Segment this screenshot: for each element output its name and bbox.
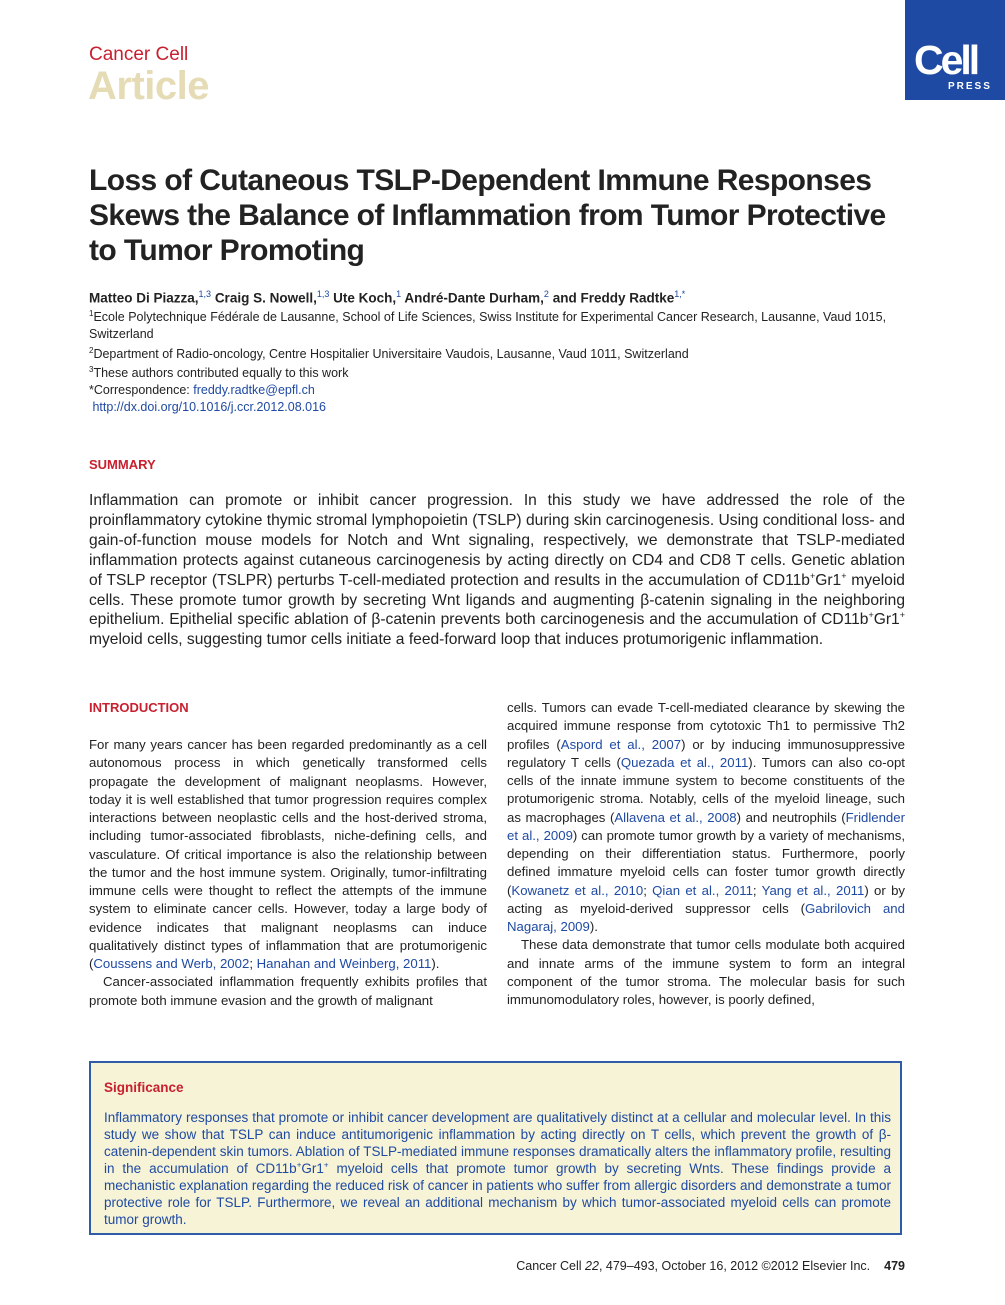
author-name: Craig S. Nowell, xyxy=(214,290,317,306)
citation-separator: ; xyxy=(752,882,762,898)
intro-paragraph-3: These data demonstrate that tumor cells modulate both acquired and innate arms of the immune system to form an integral component of the tumor stroma. The molecular basis for such immunomodulatory roles, however, is poorly defined, xyxy=(507,937,905,1007)
significance-segment: Inflammatory responses that promote or inhibit cancer development are qualitatively distinct at a cellular and molecular level. In this study we show that TSLP can induce antitumorigenic inflammation by acting directly on T cells, which prevent the growth of β-catenin-dependent skin tumors. Ablation of TSLP-mediated immune responses dramatically alters the inflammatory profile, resulting in the accumulation of CD11b xyxy=(104,1110,891,1176)
superscript: + xyxy=(323,1160,329,1170)
footer-volume: 22 xyxy=(585,1259,599,1273)
citation-link[interactable]: Quezada et al., 2011 xyxy=(620,754,749,770)
correspondence xyxy=(89,382,889,399)
citation-link[interactable]: Yang et al., 2011 xyxy=(761,882,865,898)
logo-sub-text: PRESS xyxy=(948,81,992,92)
introduction-heading: INTRODUCTION xyxy=(89,700,189,715)
affiliation-mark: 3 xyxy=(89,365,94,375)
paragraph-text: For many years cancer has been regarded predominantly as a cell autonomous process in which genetically transformed cells propagate the development of malignant neoplasms. However, today it is well established that tumor progression requires complex interactions between neoplastic cells and the host-derived stroma, including tumor-associated fibroblasts, niche-defining cells, and vasculature. Of critical importance is also the relationship between the tumor and the host immune system. Originally, tumor-infiltrating immune cells were thought to reflect the attempts of the immune system to eliminate cancer cells. However, today a large body of evidence indicates that malignant neoplasms can induce qualitatively distinct types of inflammation that are protumorigenic ( xyxy=(89,737,487,971)
author-list xyxy=(89,289,685,306)
correspondence-email-link[interactable]: freddy.radtke@epfl.ch xyxy=(193,383,315,398)
doi-line xyxy=(89,399,889,416)
superscript: + xyxy=(841,570,847,581)
paragraph-text: ) or by inducing immunosuppressive regulatory T cells ( xyxy=(507,736,905,770)
summary-segment: myeloid cells. These promote tumor growth by secreting Wnt ligands and augmenting β-catenin signaling in the neighboring epithelium. Epithelial specific ablation of β-catenin prevents both carcinogenesis and the accumulation of CD11b xyxy=(89,571,905,629)
article-type: Article xyxy=(88,64,209,108)
journal-name: Cancer Cell xyxy=(89,44,189,65)
citation-link[interactable]: Coussens and Werb, 2002 xyxy=(93,956,250,971)
paragraph-text: ) can promote tumor growth by a variety of mechanisms, depending on their differentiation status. Furthermore, poorly defined immature myeloid cells can foster tumor growth directly ( xyxy=(507,827,905,898)
summary-text xyxy=(89,491,905,650)
author-name: and Freddy Radtke xyxy=(552,290,675,306)
superscript: + xyxy=(296,1160,302,1170)
summary-segment: Inflammation can promote or inhibit cancer progression. In this study we have addressed the role of the proinflammatory cytokine thymic stromal lymphopoietin (TSLP) during skin carcinogenesis. Using conditional loss- and gain-of-function mouse models for Notch and Wnt signaling, respectively, we demonstrate that TSLP-mediated inflammation protects against cutaneous carcinogenesis by acting directly on CD4 and CD8 T cells. Genetic ablation of TSLP receptor (TSLPR) perturbs T-cell-mediated protection and results in the accumulation of CD11b xyxy=(89,492,905,589)
affiliation-text: These authors contributed equally to this work xyxy=(93,366,349,381)
affiliation-mark: 2 xyxy=(89,345,94,355)
page-footer xyxy=(516,1259,905,1273)
author-name: André-Dante Durham, xyxy=(404,290,544,306)
author-affiliation-mark: 1,3 xyxy=(316,289,330,299)
citation-link[interactable]: Aspord et al., 2007 xyxy=(560,736,682,752)
citation-separator: ; xyxy=(643,882,653,898)
footer-citation: , 479–493, October 16, 2012 ©2012 Elsevier Inc. xyxy=(598,1259,871,1273)
logo-main-text: Cell xyxy=(914,37,978,83)
article-title: Loss of Cutaneous TSLP-Dependent Immune Responses Skews the Balance of Inflammation from Tumor Protective to Tumor Promoting xyxy=(89,164,886,267)
affiliations xyxy=(89,306,889,416)
summary-segment: Gr1 xyxy=(873,611,900,629)
affiliation-2 xyxy=(89,343,889,363)
intro-paragraph-2-continued xyxy=(507,699,905,936)
citation-link[interactable]: Gabrilovich and Nagaraj, 2009 xyxy=(507,900,905,934)
citation-link[interactable]: Allavena et al., 2008 xyxy=(614,809,737,825)
citation-link[interactable]: Kowanetz et al., 2010 xyxy=(511,882,644,898)
citation-link[interactable]: Fridlender et al., 2009 xyxy=(507,809,905,843)
superscript: + xyxy=(809,570,816,581)
summary-segment: myeloid cells, suggesting tumor cells initiate a feed-forward loop that induces protumorigenic inflammation. xyxy=(89,631,824,649)
author-affiliation-mark: 1,* xyxy=(674,289,686,299)
affiliation-text: Department of Radio-oncology, Centre Hospitalier Universitaire Vaudois, Lausanne, Vaud 1011, Switzerland xyxy=(93,346,689,361)
left-column xyxy=(89,736,487,1010)
significance-text xyxy=(104,1109,891,1228)
paragraph-text: ). xyxy=(431,956,440,971)
summary-segment: Gr1 xyxy=(815,571,842,589)
summary-heading: SUMMARY xyxy=(89,457,156,472)
citation-separator: ; xyxy=(249,956,257,971)
paragraph-text: ) and neutrophils ( xyxy=(736,809,846,825)
superscript: + xyxy=(868,610,874,621)
citation-link[interactable]: Hanahan and Weinberg, 2011 xyxy=(256,956,432,971)
doi-link[interactable]: http://dx.doi.org/10.1016/j.ccr.2012.08.016 xyxy=(92,399,326,414)
significance-segment: Gr1 xyxy=(301,1161,324,1176)
affiliation-1 xyxy=(89,306,889,343)
paragraph-text: cells. Tumors can evade T-cell-mediated clearance by skewing the acquired immune response from cytotoxic Th1 to permissive Th2 profiles ( xyxy=(507,700,905,752)
significance-segment: myeloid cells that promote tumor growth by secreting Wnts. These findings provide a mechanistic explanation regarding the reduced risk of cancer in patients who suffer from allergic disorders and demonstrate a tumor protective role for TSLP. Furthermore, we reveal an additional mechanism by which tumor-associated myeloid cells can promote tumor growth. xyxy=(104,1161,891,1227)
paragraph-text: ). Tumors can also co-opt cells of the innate immune system to become constituents of the protumorigenic stroma. Notably, cells of the myeloid lineage, such as macrophages ( xyxy=(507,754,905,825)
page-number: 479 xyxy=(884,1259,905,1273)
citation-link[interactable]: Qian et al., 2011 xyxy=(652,882,753,898)
significance-heading: Significance xyxy=(104,1080,184,1095)
author-affiliation-mark: 1 xyxy=(396,289,402,299)
superscript: + xyxy=(899,610,905,621)
paragraph-text: ) or by acting as myeloid-derived suppressor cells ( xyxy=(507,882,906,916)
affiliation-mark: 1 xyxy=(89,309,94,318)
paragraph-text: ). xyxy=(589,919,598,934)
author-affiliation-mark: 2 xyxy=(543,289,549,299)
correspondence-label: *Correspondence: xyxy=(89,383,194,398)
right-column xyxy=(507,699,905,1009)
affiliation-text: Ecole Polytechnique Fédérale de Lausanne, School of Life Sciences, Swiss Institute for Experimental Cancer Research, Lausanne, Vaud 1015, Switzerland xyxy=(89,310,887,341)
cell-press-logo xyxy=(905,0,1005,100)
intro-paragraph-2: Cancer-associated inflammation frequently exhibits profiles that promote both immune evasion and the growth of malignant xyxy=(89,974,487,1008)
author-name: Matteo Di Piazza, xyxy=(89,290,199,306)
intro-paragraph-1 xyxy=(89,736,487,973)
significance-box xyxy=(89,1061,902,1235)
affiliation-3 xyxy=(89,362,889,382)
author-affiliation-mark: 1,3 xyxy=(198,289,212,299)
author-name: Ute Koch, xyxy=(333,290,397,306)
footer-journal: Cancer Cell xyxy=(516,1259,586,1273)
